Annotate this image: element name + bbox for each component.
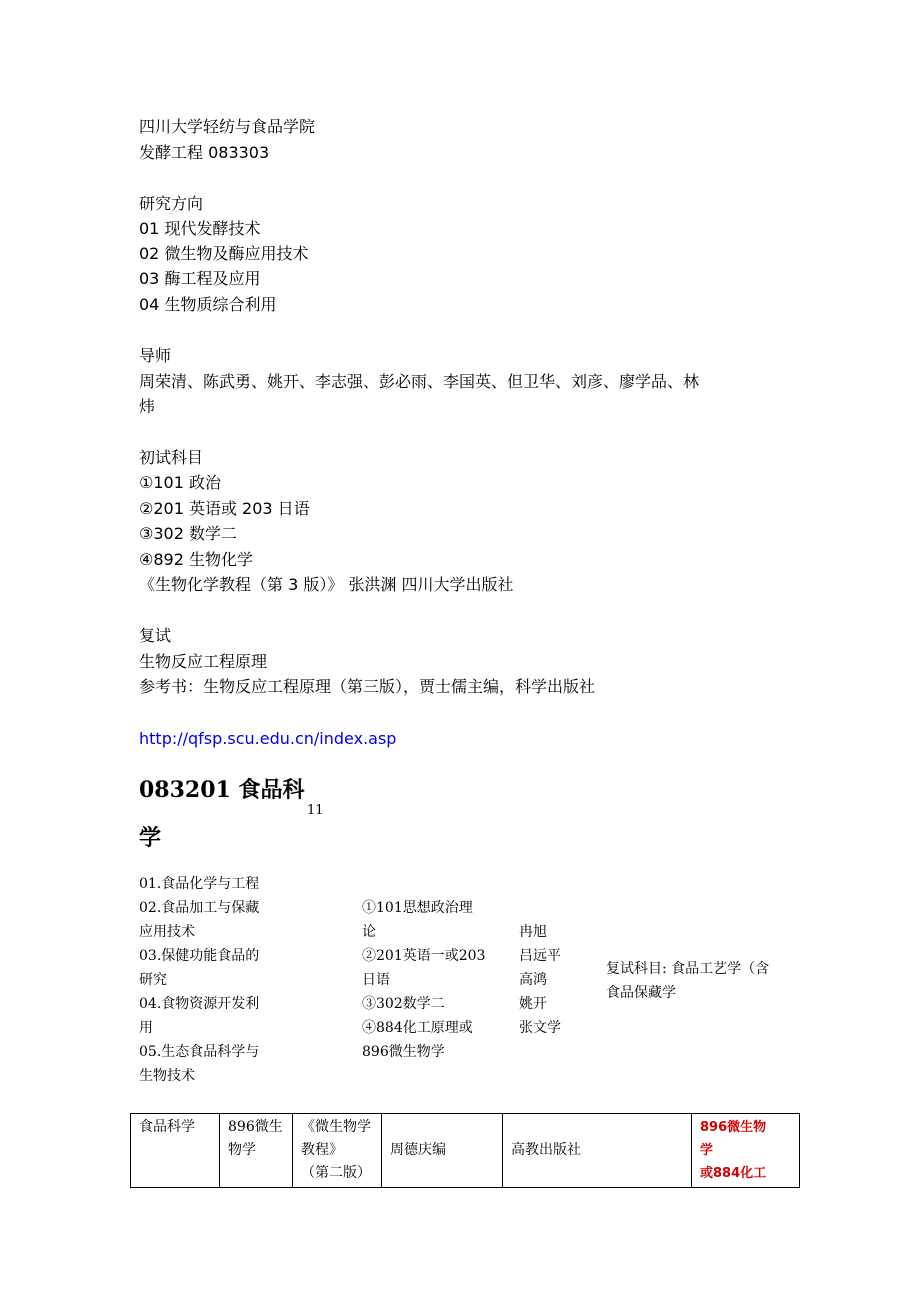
research-item: 01 现代发酵技术 (139, 219, 261, 238)
exams-column (362, 896, 485, 1064)
publisher-text: 高教出版社 (511, 1142, 581, 1158)
exam-line: 论 (362, 924, 376, 940)
cell-major (131, 1114, 220, 1188)
direction-line: 03.保健功能食品的 (139, 948, 260, 964)
exam-item: ③302 数学二 (139, 524, 237, 543)
tutor-name: 冉旭 (519, 924, 547, 940)
title-line: （第二版） (301, 1165, 371, 1181)
tutor-name: 吕远平 (519, 948, 561, 964)
cell-publisher (503, 1114, 692, 1188)
research-item: 02 微生物及酶应用技术 (139, 244, 309, 263)
research-heading: 研究方向 (139, 194, 204, 213)
section-heading-cont: 学 (139, 825, 162, 851)
tutors-line: 周荣清、陈武勇、姚开、李志强、彭必雨、李国英、但卫华、刘彦、廖学品、林 (139, 372, 700, 391)
exam-line: ①101思想政治理 (362, 900, 473, 916)
exam-line: ④884化工原理或 (362, 1020, 473, 1036)
direction-line: 05.生态食品科学与 (139, 1044, 260, 1060)
exam-heading: 初试科目 (139, 448, 204, 467)
title-line: 《微生物学 (301, 1119, 371, 1135)
direction-line: 01.食品化学与工程 (139, 876, 260, 892)
direction-line: 02.食品加工与保藏 (139, 900, 260, 916)
author-text: 周德庆编 (390, 1142, 446, 1158)
book-table (130, 1113, 800, 1188)
title-line: 教程》 (301, 1142, 343, 1158)
direction-line: 研究 (139, 972, 167, 988)
school-name: 四川大学轻纺与食品学院 (139, 117, 316, 136)
exam-line: ②201英语一或203 (362, 948, 486, 964)
direction-line: 应用技术 (139, 924, 195, 940)
table-row (131, 1114, 800, 1188)
note-line: 896微生物 (700, 1120, 767, 1135)
exam-line: 896微生物学 (362, 1044, 445, 1060)
tutors-heading: 导师 (139, 346, 172, 365)
major-text: 食品科学 (139, 1119, 195, 1135)
cell-author (382, 1114, 503, 1188)
school-link[interactable]: http://qfsp.scu.edu.cn/index.asp (139, 729, 397, 748)
note-line: 学 (700, 1143, 714, 1158)
research-item: 03 酶工程及应用 (139, 269, 261, 288)
major-name: 发酵工程 083303 (139, 143, 270, 162)
subject-line: 物学 (228, 1142, 256, 1158)
cell-note (692, 1114, 800, 1188)
tutor-name: 高鸿 (519, 972, 547, 988)
retest-line: 食品保藏学 (606, 985, 676, 1001)
directions-column (139, 872, 259, 1088)
page-number: 11 (307, 803, 324, 818)
exam-item: ①101 政治 (139, 473, 221, 492)
retest-subject: 生物反应工程原理 (139, 652, 268, 671)
tutors-line: 炜 (139, 397, 156, 416)
tutors-column (519, 920, 561, 1040)
exam-line: ③302数学二 (362, 996, 445, 1012)
retest-heading: 复试 (139, 626, 172, 645)
direction-line: 用 (139, 1020, 153, 1036)
subject-line: 896微生 (228, 1119, 283, 1135)
tutor-name: 张文学 (519, 1020, 561, 1036)
direction-line: 04.食物资源开发利 (139, 996, 260, 1012)
direction-line: 生物技术 (139, 1068, 195, 1084)
exam-item: ②201 英语或 203 日语 (139, 499, 310, 518)
exam-line: 日语 (362, 972, 390, 988)
retest-line: 复试科目: 食品工艺学（含 (606, 961, 770, 977)
cell-subject (220, 1114, 293, 1188)
tutor-name: 姚开 (519, 996, 547, 1012)
retest-column (606, 957, 769, 1005)
exam-book: 《生物化学教程（第 3 版）》 张洪渊 四川大学出版社 (139, 575, 514, 594)
exam-item: ④892 生物化学 (139, 550, 253, 569)
note-line: 或884化工 (700, 1166, 767, 1181)
section-heading: 083201 食品科 (139, 777, 305, 803)
retest-reference: 参考书：生物反应工程原理（第三版），贾士儒主编，科学出版社 (139, 677, 596, 696)
cell-book-title (293, 1114, 382, 1188)
research-item: 04 生物质综合利用 (139, 295, 277, 314)
